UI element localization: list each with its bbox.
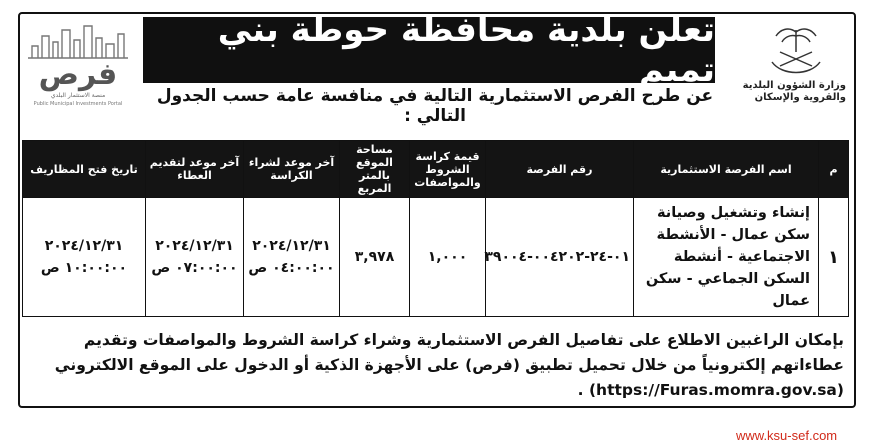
purchase-date: ٢٠٢٤/١٢/٣١ [252, 238, 331, 254]
header-area: مساحة الموقع بالمتر المربع [340, 141, 410, 198]
header-submit-deadline: آخر موعد لتقديم العطاء [146, 141, 244, 198]
header-name: اسم الفرصة الاستثمارية [634, 141, 819, 198]
skyline-icon [24, 22, 132, 60]
submit-time: ٠٧:٠٠:٠٠ ص [151, 260, 238, 276]
cell-price: ١,٠٠٠ [410, 198, 486, 317]
furas-subtitle-en: Public Municipal Investments Portal [33, 101, 123, 107]
cell-num: ١ [819, 198, 849, 317]
cell-id: ٠١-٢٤-٠٠٤٢٠٢-٣٩٠٠٤ [486, 198, 634, 317]
ministry-logo [742, 22, 846, 112]
open-time: ١٠:٠٠:٠٠ ص [40, 260, 128, 276]
submit-date: ٢٠٢٤/١٢/٣١ [155, 238, 234, 254]
header-id: رقم الفرصة [486, 141, 634, 198]
page-subtitle: عن طرح الفرص الاستثمارية التالية في منافسة عامة حسب الجدول التالي : [156, 86, 714, 126]
furas-wordmark: فرص [38, 57, 118, 92]
purchase-time: ٠٤:٠٠:٠٠ ص [248, 260, 335, 276]
header-num: م [819, 141, 849, 198]
cell-purchase-deadline [244, 198, 340, 317]
ministry-name [742, 80, 846, 104]
table-row [23, 198, 849, 317]
cell-submit-deadline [146, 198, 244, 317]
palm-swords-emblem-icon [766, 22, 826, 78]
ministry-name-line1: وزارة الشؤون البلدية [742, 80, 846, 91]
cell-area: ٣,٩٧٨ [340, 198, 410, 317]
open-date: ٢٠٢٤/١٢/٣١ [44, 238, 124, 254]
instructions-paragraph: بإمكان الراغبين الاطلاع على تفاصيل الفرص الاستثمارية وشراء كراسة الشروط والمواصفات وتقديم عطاءاتهم إلكترونياً من خلال تحميل تطبيق (فرص) على الأجهزة الذكية أو الدخول على الموقع الالكتروني (https://Furas.momra.gov.sa) . [54, 331, 844, 399]
header-purchase-deadline: آخر موعد لشراء الكراسة [244, 141, 340, 198]
furas-logo [24, 22, 132, 108]
page-title: تعلن بلدية محافظة حوطة بني تميم [143, 17, 715, 83]
cell-open-date [23, 198, 146, 317]
cell-name: إنشاء وتشغيل وصيانة سكن عمال - الأنشطة الاجتماعية - أنشطة السكن الجماعي - سكن عمال [634, 198, 819, 317]
opportunities-table [22, 140, 849, 317]
table-header-row [23, 141, 849, 198]
furas-subtitle: منصة الاستثمار البلدي [50, 92, 106, 99]
header-open-date: تاريخ فتح المظاريف [23, 141, 146, 198]
ministry-name-line2: والقروية والإسكان [754, 92, 846, 103]
source-url[interactable]: www.ksu-sef.com [736, 428, 838, 443]
header-price: قيمة كراسة الشروط والمواصفات [410, 141, 486, 198]
